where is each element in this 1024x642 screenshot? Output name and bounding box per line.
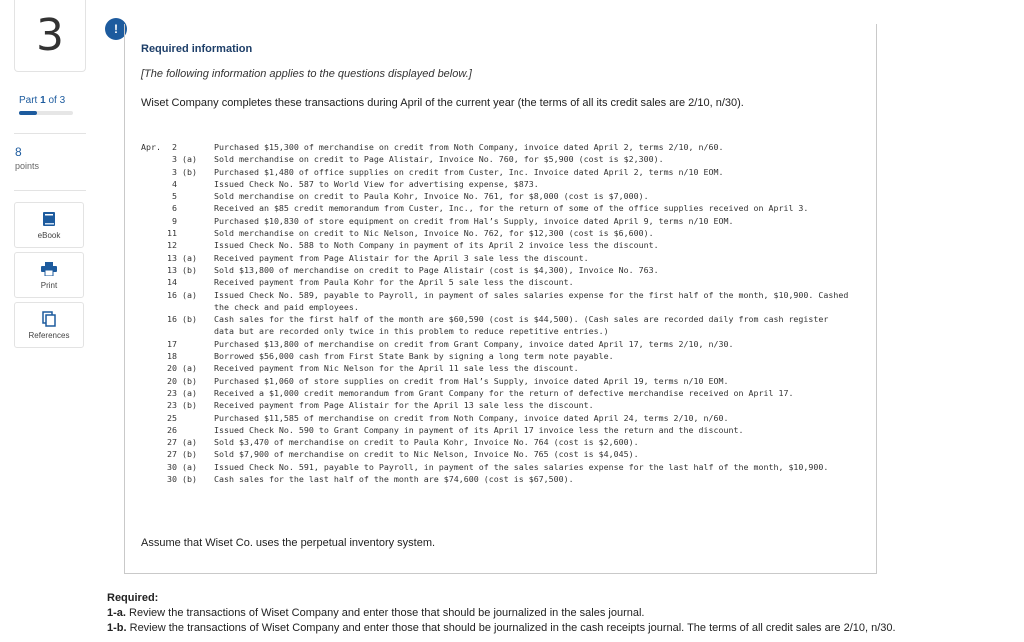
required-item-1a	[107, 606, 897, 621]
transaction-month	[141, 412, 167, 424]
transaction-date: 4	[167, 178, 197, 189]
transaction-month	[141, 239, 167, 251]
transaction-row	[141, 350, 849, 362]
transaction-date: 27 (b)	[167, 449, 197, 460]
transaction-row	[141, 190, 849, 202]
transactions-list	[141, 141, 849, 485]
transaction-description: Sold merchandise on credit to Paula Kohr, Invoice No. 761, for $8,000 (cost is $7,000).	[214, 191, 649, 202]
transaction-date: 30 (b)	[167, 474, 197, 485]
transaction-date: 26	[167, 424, 197, 435]
transaction-description: Purchased $1,480 of office supplies on credit from Custer, Inc. Invoice dated April 2, terms n/10 EOM.	[214, 166, 724, 177]
transaction-row	[141, 178, 849, 190]
copy-icon	[41, 311, 57, 327]
part-current: 1	[40, 95, 46, 106]
transaction-row	[141, 166, 849, 178]
printer-icon	[41, 261, 57, 277]
points-value: 8	[15, 145, 22, 159]
references-label: References	[28, 330, 70, 340]
points-label: points	[15, 161, 40, 171]
question-number-text: 3	[36, 10, 64, 61]
required-item-label: 1-a.	[107, 607, 126, 619]
transaction-description: Received payment from Page Alistair for the April 13 sale less the discount.	[214, 400, 594, 411]
transaction-month	[141, 375, 167, 387]
transaction-description: Received payment from Paula Kohr for the April 5 sale less the discount.	[214, 277, 574, 288]
transaction-date: 11	[167, 228, 197, 239]
transaction-month	[141, 178, 167, 190]
transaction-description: Received a $1,000 credit memorandum from Grant Company for the return of defective merchandise received on April 17.	[214, 387, 794, 398]
transaction-description: Issued Check No. 590 to Grant Company in payment of its April 17 invoice less the return and the discount.	[214, 424, 744, 435]
transaction-month	[141, 276, 167, 288]
transaction-date: 23 (a)	[167, 387, 197, 398]
transaction-description: Purchased $11,585 of merchandise on credit from Noth Company, invoice dated April 24, terms 2/10, n/60.	[214, 412, 729, 423]
ebook-button[interactable]	[14, 202, 84, 248]
transaction-month	[141, 473, 167, 485]
part-progress-bar	[19, 111, 73, 115]
transaction-description: Sold $7,900 of merchandise on credit to Nic Nelson, Invoice No. 765 (cost is $4,045).	[214, 449, 639, 460]
transaction-description: Issued Check No. 587 to World View for advertising expense, $873.	[214, 178, 539, 189]
ebook-label: eBook	[37, 230, 61, 240]
transaction-date: 20 (b)	[167, 375, 197, 386]
transaction-description: Sold merchandise on credit to Page Alistair, Invoice No. 760, for $5,900 (cost is $2,300).	[214, 154, 664, 165]
transaction-row	[141, 227, 849, 239]
transaction-description: Sold $3,470 of merchandise on credit to Paula Kohr, Invoice No. 764 (cost is $2,600).	[214, 437, 639, 448]
transaction-description: Sold $13,800 of merchandise on credit to Page Alistair (cost is $4,300), Invoice No. 763.	[214, 264, 659, 275]
transaction-row	[141, 412, 849, 424]
info-badge-text: !	[114, 22, 118, 36]
transaction-date: 9	[167, 215, 197, 226]
part-indicator	[19, 95, 65, 106]
required-section	[107, 591, 897, 636]
required-item-1b	[107, 621, 897, 636]
transaction-date: 20 (a)	[167, 363, 197, 374]
transaction-description: Cash sales for the last half of the month are $74,600 (cost is $67,500).	[214, 474, 574, 485]
transaction-description: Purchased $1,060 of store supplies on credit from Hal’s Supply, invoice dated April 19, terms n/10 EOM.	[214, 375, 729, 386]
required-heading: Required:	[107, 592, 159, 604]
transaction-date: 23 (b)	[167, 400, 197, 411]
transaction-month	[141, 166, 167, 178]
transaction-row	[141, 289, 849, 314]
part-prefix: Part	[19, 95, 38, 106]
part-suffix: of 3	[48, 95, 66, 106]
transaction-description: Received payment from Page Alistair for the April 3 sale less the discount.	[214, 252, 589, 263]
transaction-description: Issued Check No. 591, payable to Payroll, in payment of the sales salaries expense for the last half of the month, $10,900.	[214, 461, 829, 472]
transaction-month	[141, 227, 167, 239]
transaction-month	[141, 461, 167, 473]
transaction-row	[141, 264, 849, 276]
transaction-date: 13 (b)	[167, 264, 197, 275]
transaction-row	[141, 375, 849, 387]
sidebar-divider	[14, 190, 86, 191]
transaction-month	[141, 252, 167, 264]
transaction-date: 27 (a)	[167, 437, 197, 448]
transaction-date: 5	[167, 191, 197, 202]
transaction-description: Purchased $15,300 of merchandise on credit from Noth Company, invoice dated April 2, terms 2/10, n/60.	[214, 142, 724, 152]
transaction-description: Received an $85 credit memorandum from Custer, Inc., for the return of some of the office supplies received on April 3.	[214, 203, 809, 214]
panel-intro: Wiset Company completes these transactions during April of the current year (the terms of all its credit sales are 2/10, n/30).	[141, 97, 744, 109]
transaction-date: 17	[167, 338, 197, 349]
transaction-date: 14	[167, 277, 197, 288]
transaction-description: Received payment from Nic Nelson for the April 11 sale less the discount.	[214, 363, 579, 374]
print-button[interactable]	[14, 252, 84, 298]
transaction-row	[141, 436, 849, 448]
transaction-month	[141, 350, 167, 362]
transaction-month	[141, 264, 167, 276]
transaction-date: 12	[167, 240, 197, 251]
transaction-date: 16 (a)	[167, 289, 197, 300]
panel-note: [The following information applies to the questions displayed below.]	[141, 68, 472, 80]
transaction-date: 2	[167, 142, 197, 152]
transaction-description: Purchased $13,800 of merchandise on credit from Grant Company, invoice dated April 17, terms 2/10, n/30.	[214, 338, 734, 349]
transaction-description: Sold merchandise on credit to Nic Nelson, Invoice No. 762, for $12,300 (cost is $6,600).	[214, 228, 654, 239]
transaction-date: 13 (a)	[167, 252, 197, 263]
transaction-description: Cash sales for the first half of the month are $60,590 (cost is $44,500). (Cash sales are recorded daily from cash register data but are recorded only twice in this problem to reduce repetitive entries.)	[214, 314, 829, 337]
transaction-row	[141, 239, 849, 251]
transaction-month	[141, 313, 167, 338]
transaction-row	[141, 338, 849, 350]
transaction-month	[141, 424, 167, 436]
print-label: Print	[40, 280, 58, 290]
required-item-label: 1-b.	[107, 622, 127, 634]
transaction-description: Purchased $10,830 of store equipment on credit from Hal’s Supply, invoice dated April 9, terms n/10 EOM.	[214, 215, 734, 226]
transaction-month	[141, 289, 167, 314]
transaction-date: 16 (b)	[167, 314, 197, 325]
transaction-month: Apr.	[141, 142, 161, 152]
transaction-description: Issued Check No. 589, payable to Payroll, in payment of sales salaries expense for the first half of the month, $10,900. Cashed the check and paid employees.	[214, 289, 849, 312]
transaction-description: Borrowed $56,000 cash from First State Bank by signing a long term note payable.	[214, 351, 614, 362]
transaction-date: 6	[167, 203, 197, 214]
transaction-date: 30 (a)	[167, 461, 197, 472]
transaction-row	[141, 461, 849, 473]
transaction-row	[141, 276, 849, 288]
panel-title: Required information	[141, 43, 253, 55]
part-progress-fill	[19, 111, 37, 115]
transaction-description: Issued Check No. 588 to Noth Company in payment of its April 2 invoice less the discount.	[214, 240, 659, 251]
transaction-row	[141, 215, 849, 227]
transaction-row	[141, 141, 849, 153]
transaction-row	[141, 448, 849, 460]
references-button[interactable]	[14, 302, 84, 348]
transaction-date: 18	[167, 351, 197, 362]
transaction-row	[141, 473, 849, 485]
transaction-month	[141, 190, 167, 202]
transaction-date: 3 (a)	[167, 154, 197, 165]
sidebar-divider	[14, 133, 86, 134]
transaction-month	[141, 399, 167, 411]
transaction-row	[141, 399, 849, 411]
transaction-date: 25	[167, 412, 197, 423]
transaction-row	[141, 424, 849, 436]
transaction-row	[141, 153, 849, 165]
required-item-text: Review the transactions of Wiset Company and enter those that should be journalized in the sales journal.	[129, 607, 645, 619]
transaction-month	[141, 215, 167, 227]
transaction-month	[141, 338, 167, 350]
transaction-month	[141, 202, 167, 214]
transaction-month	[141, 448, 167, 460]
transaction-row	[141, 202, 849, 214]
required-information-panel	[124, 24, 877, 574]
required-item-text: Review the transactions of Wiset Company and enter those that should be journalized in the cash receipts journal. The terms of all credit sales are 2/10, n/30.	[129, 622, 896, 634]
transaction-row	[141, 387, 849, 399]
transaction-month	[141, 387, 167, 399]
question-number	[14, 0, 86, 72]
transaction-row	[141, 313, 849, 338]
transaction-month	[141, 362, 167, 374]
transaction-month	[141, 436, 167, 448]
transaction-row	[141, 252, 849, 264]
transaction-row	[141, 362, 849, 374]
book-icon	[41, 211, 57, 227]
transaction-date: 3 (b)	[167, 166, 197, 177]
assumption-text: Assume that Wiset Co. uses the perpetual inventory system.	[141, 537, 436, 549]
transaction-month	[141, 153, 167, 165]
